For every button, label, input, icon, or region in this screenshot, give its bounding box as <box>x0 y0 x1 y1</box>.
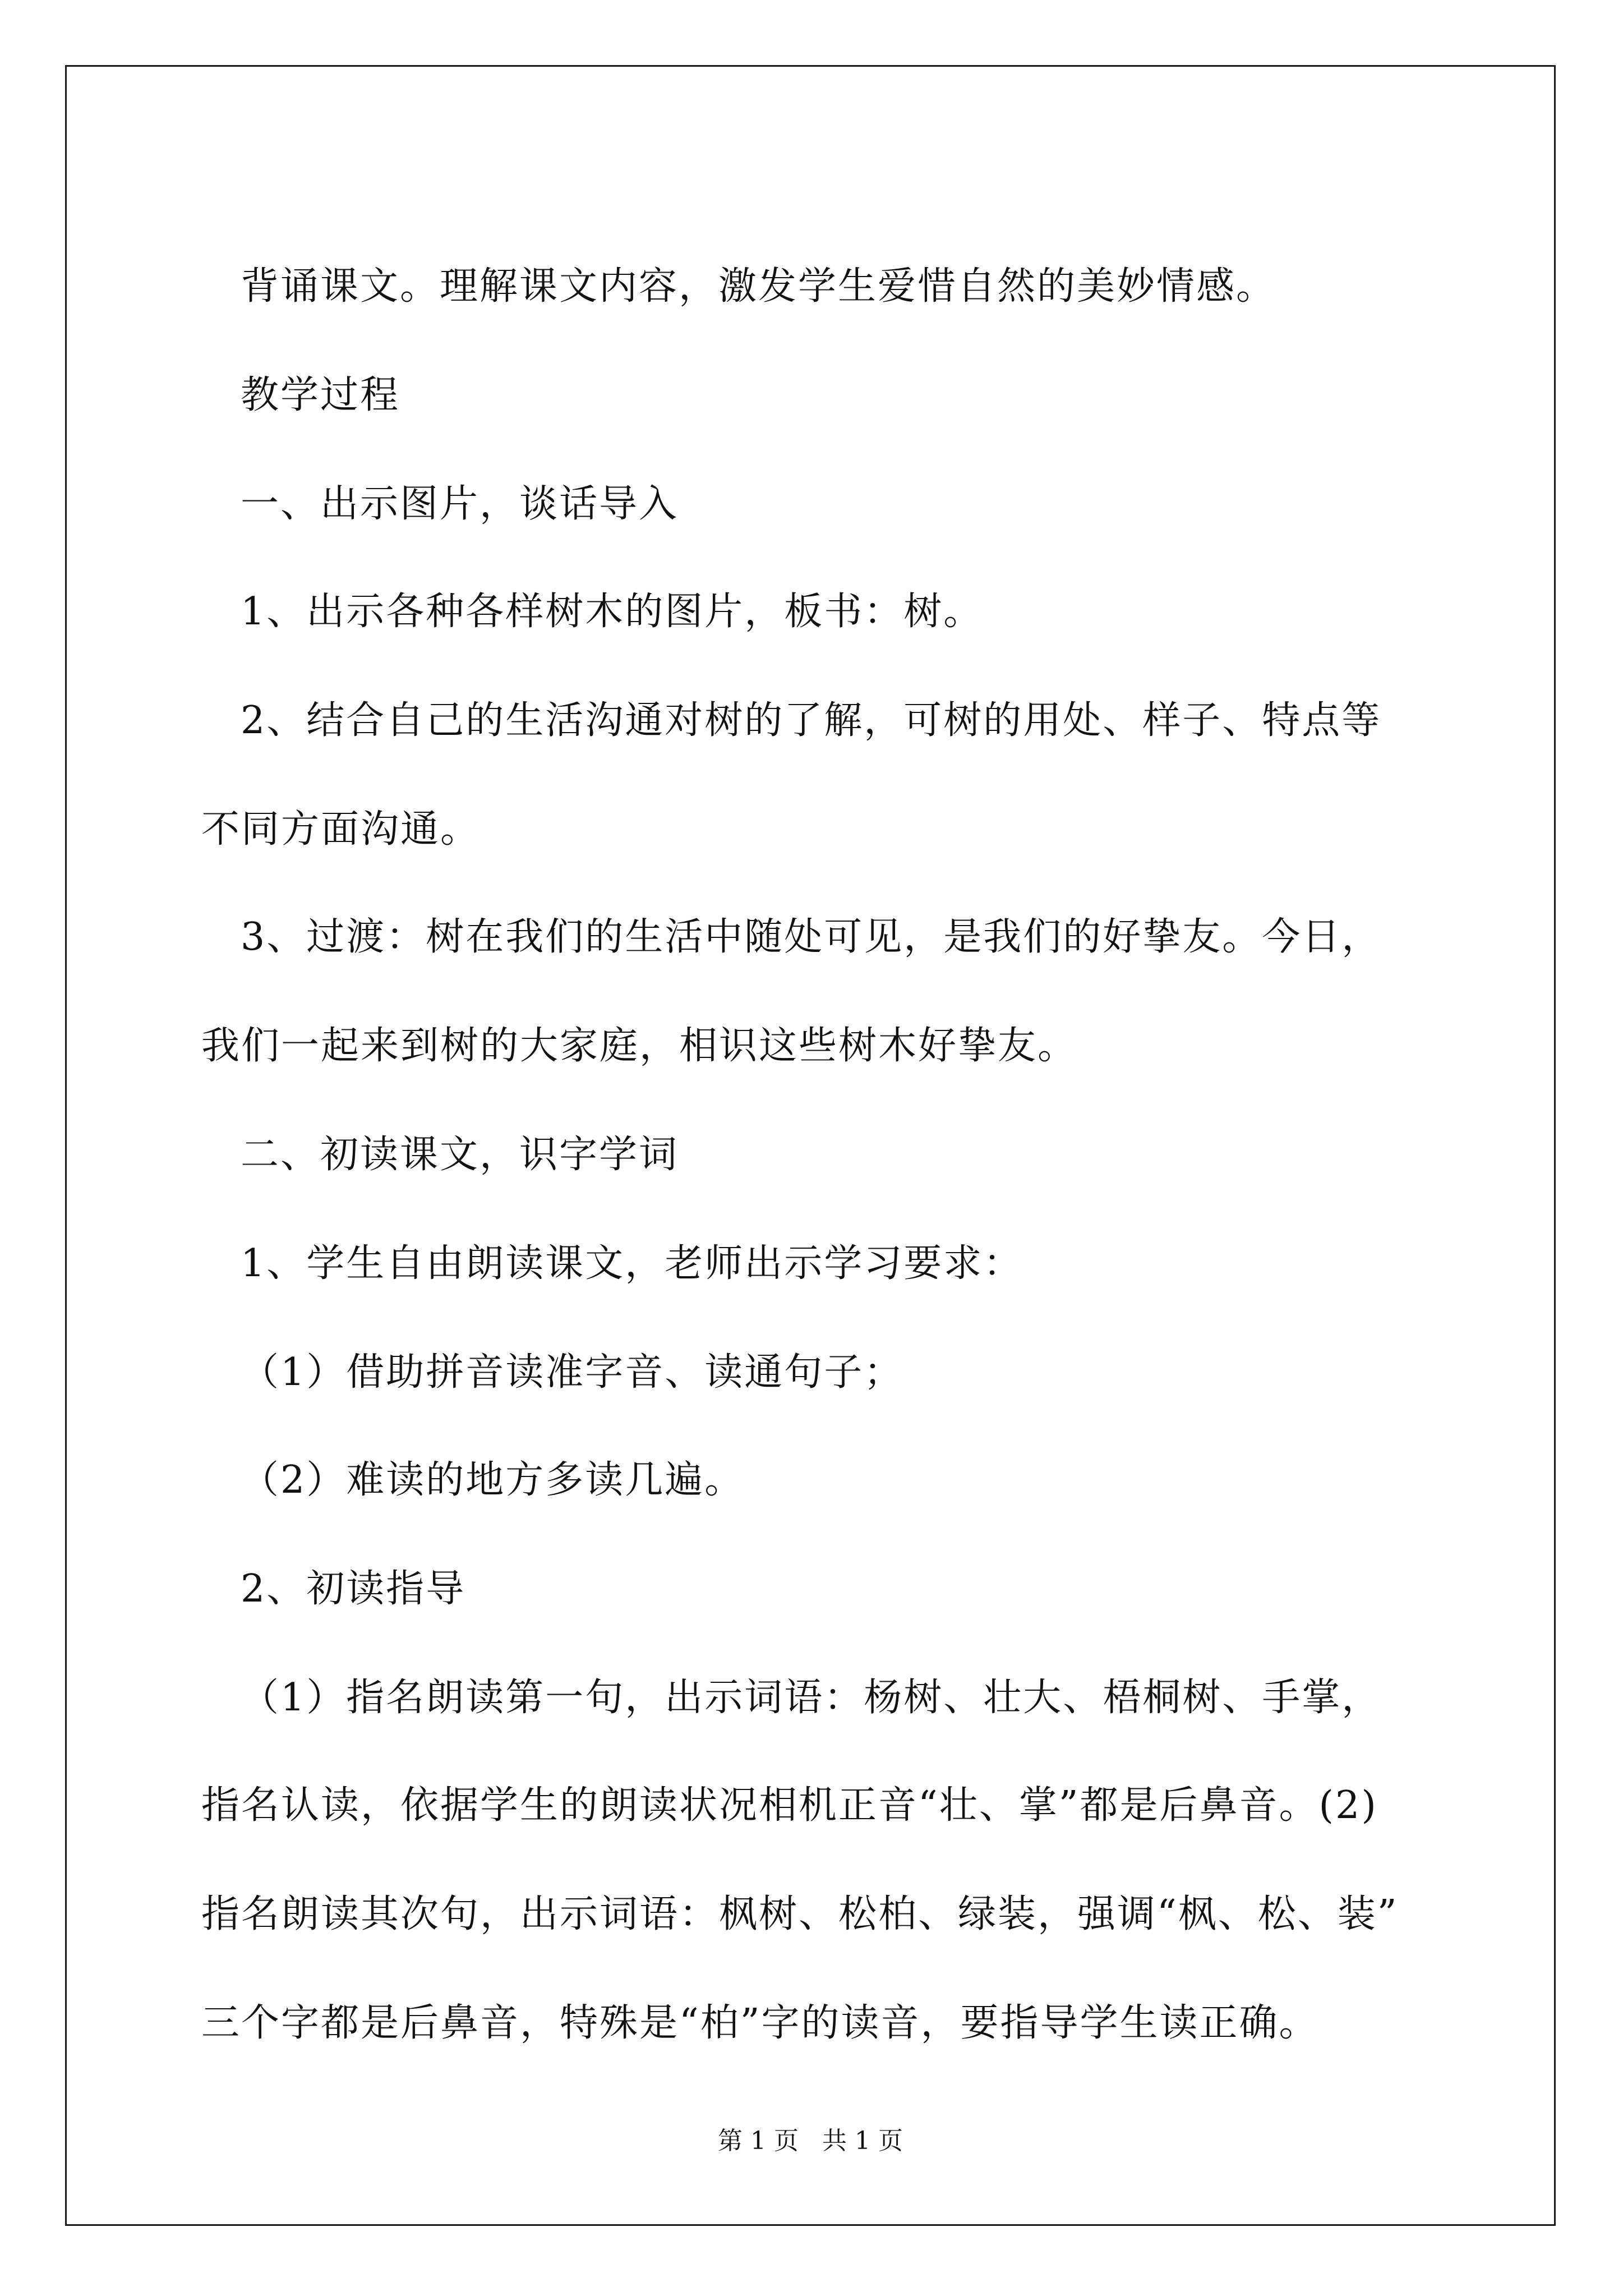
text-line: 我们一起来到树的大家庭，相识这些树木好挚友。 <box>201 1024 1078 1068</box>
page-footer: 第 1 页 共 1 页 <box>718 2127 903 2155</box>
text-line: 2、结合自己的生活沟通对树的了解，可树的用处、样子、特点等 <box>241 698 1382 743</box>
text-line: 1、出示各种各样树木的图片，板书：树。 <box>241 590 984 634</box>
text-line: 不同方面沟通。 <box>201 807 481 852</box>
text-line: 1、学生自由朗读课文，老师出示学习要求： <box>241 1241 1023 1286</box>
section-heading: 一、出示图片，谈话导入 <box>241 482 679 526</box>
section-heading: 教学过程 <box>241 373 400 417</box>
text-line: （1）指名朗读第一句，出示词语：杨树、壮大、梧桐树、手掌， <box>241 1676 1382 1720</box>
text-line: 指名朗读其次句，出示词语：枫树、松柏、绿装，强调“枫、松、装” <box>201 1892 1399 1936</box>
text-line: 背诵课文。理解课文内容，激发学生爱惜自然的美妙情感。 <box>241 264 1276 309</box>
text-line: 3、过渡：树在我们的生活中随处可见，是我们的好挚友。今日， <box>241 915 1382 959</box>
section-heading: 二、初读课文，识字学词 <box>241 1133 679 1177</box>
text-line: 三个字都是后鼻音，特殊是“柏”字的读音，要指导学生读正确。 <box>201 2001 1319 2045</box>
document-body <box>201 67 1547 2226</box>
text-line: （2）难读的地方多读几遍。 <box>241 1458 745 1502</box>
section-heading: 2、初读指导 <box>241 1567 466 1611</box>
text-line: 指名认读，依据学生的朗读状况相机正音“壮、掌”都是后鼻音。(2) <box>201 1783 1378 1828</box>
page-frame <box>65 65 1556 2226</box>
text-line: （1）借助拼音读准字音、读通句子； <box>241 1350 904 1395</box>
